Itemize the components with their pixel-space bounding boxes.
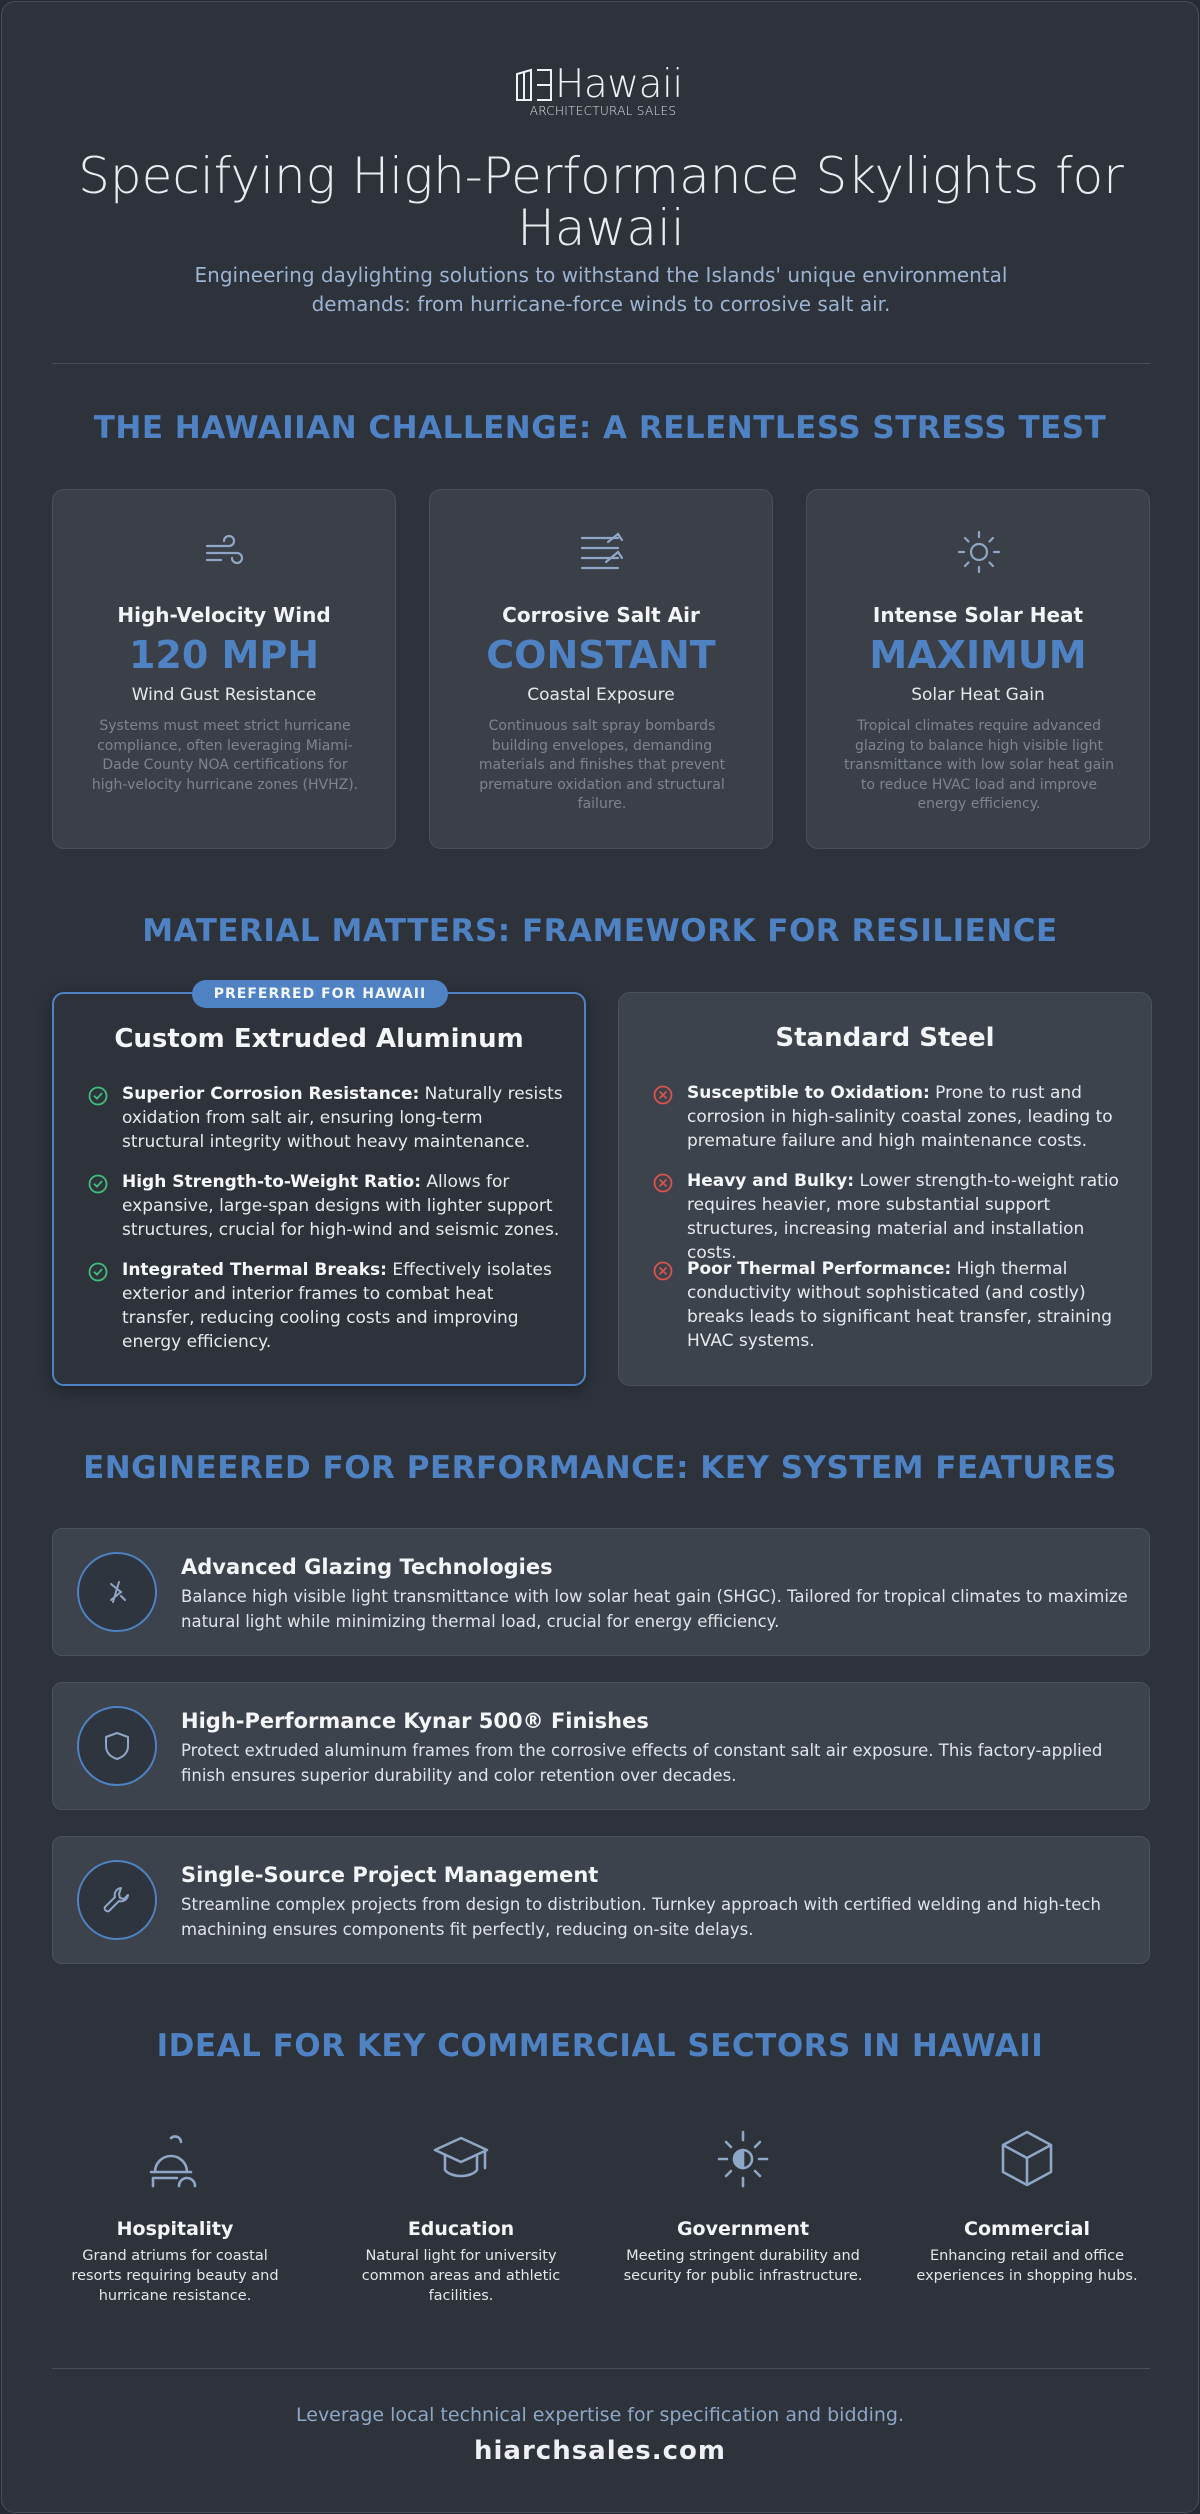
footer-website-link[interactable]: hiarchsales.com bbox=[474, 2436, 726, 2466]
x-circle-icon bbox=[653, 1085, 673, 1105]
item-text: Effectively isolates exterior and interior frames to combat heat transfer, reducing cooling costs and improving energy efficiency. bbox=[122, 1260, 552, 1352]
feature-description: Streamline complex projects from design to distribution. Turnkey approach with certified welding and high-tech machining ensures components fit perfectly, reducing on-site delays. bbox=[181, 1895, 1101, 1939]
challenge-card-solar bbox=[806, 489, 1150, 849]
x-circle-icon bbox=[653, 1261, 673, 1281]
feature-description: Protect extruded aluminum frames from the corrosive effects of constant salt air exposure. This factory-applied finish ensures superior durability and color retention over decades. bbox=[181, 1741, 1103, 1785]
item-text: Prone to rust and corrosion in high-salinity coastal zones, leading to premature failure and high maintenance costs. bbox=[687, 1083, 1113, 1151]
logo-mark-icon bbox=[515, 68, 553, 102]
sector-title: Education bbox=[407, 2218, 515, 2240]
sector-description: Natural light for university common areas and athletic facilities. bbox=[361, 2248, 561, 2304]
challenge-subtitle: Solar Heat Gain bbox=[911, 685, 1045, 705]
check-circle-icon bbox=[88, 1086, 108, 1106]
salt-spray-icon bbox=[578, 528, 626, 576]
check-circle-icon bbox=[88, 1262, 108, 1282]
challenge-title: High-Velocity Wind bbox=[117, 603, 331, 627]
graduation-cap-icon bbox=[431, 2128, 491, 2190]
item-text: Lower strength-to-weight ratio requires heavier, more substantial support structures, increasing material and installation costs. bbox=[687, 1171, 1119, 1263]
sector-description: Meeting stringent durability and security for public infrastructure. bbox=[623, 2248, 863, 2284]
feature-row-glazing bbox=[52, 1528, 1150, 1656]
challenge-subtitle: Wind Gust Resistance bbox=[131, 685, 317, 705]
wrench-icon bbox=[99, 1882, 135, 1918]
item-text: Naturally resists oxidation from salt air, ensuring long-term structural integrity without heavy maintenance. bbox=[122, 1084, 563, 1152]
x-circle-icon bbox=[653, 1173, 673, 1193]
feature-title: Advanced Glazing Technologies bbox=[181, 1555, 553, 1579]
sector-description: Enhancing retail and office experiences in shopping hubs. bbox=[916, 2248, 1138, 2284]
feature-icon-circle bbox=[77, 1860, 157, 1940]
sector-description: Grand atriums for coastal resorts requiring beauty and hurricane resistance. bbox=[71, 2248, 279, 2304]
item-text: High thermal conductivity without sophisticated (and costly) breaks leads to significant heat transfer, straining HVAC systems. bbox=[687, 1259, 1113, 1351]
infographic-page bbox=[1, 1, 1199, 2513]
challenge-title: Corrosive Salt Air bbox=[502, 603, 700, 627]
challenge-heading: THE HAWAIIAN CHALLENGE: A RELENTLESS STRESS TEST bbox=[93, 410, 1107, 446]
logo bbox=[2, 62, 1198, 120]
divider bbox=[52, 2368, 1150, 2369]
sector-title: Commercial bbox=[964, 2218, 1090, 2240]
sectors-heading: IDEAL FOR KEY COMMERCIAL SECTORS IN HAWAII bbox=[156, 2028, 1044, 2064]
item-bold: Superior Corrosion Resistance: bbox=[122, 1084, 420, 1104]
challenge-title: Intense Solar Heat bbox=[872, 603, 1084, 627]
sector-title: Hospitality bbox=[116, 2218, 234, 2240]
package-icon bbox=[997, 2128, 1057, 2190]
wind-icon bbox=[201, 528, 249, 576]
divider bbox=[52, 363, 1150, 364]
feature-title: High-Performance Kynar 500® Finishes bbox=[181, 1709, 649, 1733]
shield-icon bbox=[99, 1728, 135, 1764]
features-heading: ENGINEERED FOR PERFORMANCE: KEY SYSTEM FEATURES bbox=[83, 1450, 1117, 1486]
challenge-description: Tropical climates require advanced glazing to balance high visible light transmittance with low solar heat gain to reduce HVAC load and improve energy efficiency. bbox=[844, 718, 1114, 812]
challenge-value: MAXIMUM bbox=[869, 633, 1087, 677]
feature-row-finishes bbox=[52, 1682, 1150, 1810]
page-title: Specifying High-Performance Skylights for Hawaii bbox=[78, 147, 1124, 257]
glazing-icon bbox=[99, 1574, 135, 1610]
logo-name: Hawaii bbox=[555, 62, 683, 107]
item-bold: Susceptible to Oxidation: bbox=[687, 1083, 930, 1103]
challenge-description: Systems must meet strict hurricane compliance, often leveraging Miami-Dade County NOA certifications for high-velocity hurricane zones (HVHZ). bbox=[91, 718, 359, 793]
feature-icon-circle bbox=[77, 1706, 157, 1786]
check-circle-icon bbox=[88, 1174, 108, 1194]
page-subtitle: Engineering daylighting solutions to withstand the Islands' unique environmental demands: from hurricane-force winds to corrosive salt air. bbox=[194, 263, 1008, 316]
feature-icon-circle bbox=[77, 1552, 157, 1632]
challenge-card-wind bbox=[52, 489, 396, 849]
feature-description: Balance high visible light transmittance with low solar heat gain (SHGC). Tailored for tropical climates to maximize natural light while minimizing thermal load, crucial for energy efficiency. bbox=[181, 1587, 1128, 1631]
challenge-subtitle: Coastal Exposure bbox=[527, 685, 675, 705]
sector-title: Government bbox=[676, 2218, 810, 2240]
logo-subtitle: ARCHITECTURAL SALES bbox=[529, 104, 677, 118]
sun-half-icon bbox=[713, 2128, 773, 2190]
feature-title: Single-Source Project Management bbox=[181, 1863, 599, 1887]
challenge-value: CONSTANT bbox=[486, 633, 716, 677]
hospitality-icon bbox=[145, 2128, 205, 2190]
item-text: Allows for expansive, large-span designs with lighter support structures, crucial for high-wind and seismic zones. bbox=[122, 1172, 560, 1240]
preferred-badge: PREFERRED FOR HAWAII bbox=[192, 980, 448, 1008]
challenge-value: 120 MPH bbox=[128, 633, 320, 677]
aluminum-title: Custom Extruded Aluminum bbox=[114, 1024, 524, 1054]
item-bold: High Strength-to-Weight Ratio: bbox=[122, 1172, 421, 1192]
material-heading: MATERIAL MATTERS: FRAMEWORK FOR RESILIENCE bbox=[142, 913, 1058, 949]
challenge-card-salt bbox=[429, 489, 773, 849]
item-bold: Integrated Thermal Breaks: bbox=[122, 1260, 387, 1280]
steel-card bbox=[618, 992, 1152, 1386]
steel-title: Standard Steel bbox=[775, 1023, 995, 1053]
challenge-description: Continuous salt spray bombards building envelopes, demanding materials and finishes that prevent premature oxidation and structural failure. bbox=[478, 718, 726, 812]
sun-icon bbox=[955, 528, 1003, 576]
item-bold: Heavy and Bulky: bbox=[687, 1171, 855, 1191]
footer-tagline: Leverage local technical expertise for specification and bidding. bbox=[296, 2404, 904, 2426]
aluminum-card bbox=[52, 986, 586, 1386]
feature-row-management bbox=[52, 1836, 1150, 1964]
item-bold: Poor Thermal Performance: bbox=[687, 1259, 952, 1279]
